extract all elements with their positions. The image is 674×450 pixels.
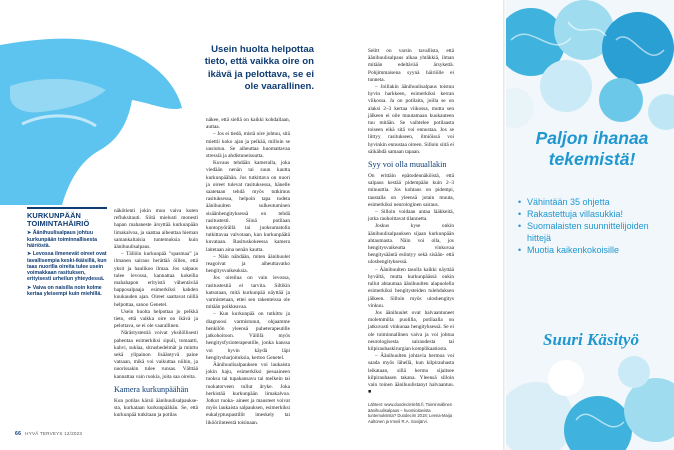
yarn-ball-icon — [506, 88, 534, 128]
paragraph: On erittäin epätodennäköistä, että salpaus kestää pidempään kuin 2–3 minuuttia. Jos kohtaus on pidempi, taustalla on yleensä jotain muuta, esimerkiksi neurologinen sairaus. — [368, 173, 454, 208]
paragraph: – Jos ei tiedä, mistä oire johtuu, sitä miettii koko ajan ja pelkää, milloin se uusiutuu. Se aiheuttaa huomattavaa stressiä ja ahdistuneisuutta. — [206, 131, 290, 160]
paragraph: Usein huolta helpottaa jo pelkkä tieto, että vaikka oire on ikävä ja pelottava, se ei ole vaarallinen. — [114, 308, 198, 330]
advertisement[interactable] — [506, 0, 674, 450]
paragraph: – Silloin voidaan antaa lääkkeitä, jotka rauhoittavat tilannetta. — [368, 209, 454, 223]
page-number: 66 — [15, 431, 22, 437]
ad-feature-item: • Vähintään 35 ohjetta — [518, 196, 670, 208]
paragraph: Kuvaus tehdään kameralla, joka viedään nenän tai suun kautta kurkunpäähän. Jos tutkittava on nuori ja oireet tulevat rasituksessa, hänelle saatetaan tehdä myös tutkimus rasituksessa, helpoin tapa todeta äänihuulten sulkeutuminen sisäänhengityksessä on tehdä rasitustesti. Siinä potilaan kuntopyörällä tai juoksumatolla tutkittavaa valvotaan, kun kurkunpäätä kuvataan. Rasituskokeessa kamera laitetaan aina nenän kautta. — [206, 160, 290, 253]
subheading-camera: Kamera kurkunpäähän — [114, 384, 189, 394]
magazine-issue: HYVÄ TERVEYS 12/2023 — [25, 431, 83, 436]
subheading-other-causes: Syy voi olla muuallakin — [368, 160, 447, 170]
paragraph: – Äänihuulten johtavia hermoa voi saada myös lähellä, kun kilpirauhasta leikataan, sillä hermo sijaitsee kilpirauhasen takana. Yleensä silloin vain toinen äänihuulistanyt halvaantuu. ■ — [368, 353, 454, 396]
info-box-bullet: ➤ Äänihuulisalpaus johtuu kurkunpään toiminnallisesta häiriöstä. — [27, 230, 98, 249]
yarn-ball-icon — [602, 12, 674, 84]
ad-feature-item: • Muotia kaikenkokoisille — [518, 244, 670, 256]
text-column-2 — [206, 117, 290, 427]
yarn-ball-icon — [618, 356, 650, 388]
paragraph: – Näin nähdään, miten äänihuulet reagoivat ja aiheuttavatko hengitysvaikeuksia. — [206, 253, 290, 275]
info-box-bullet: ➤ Vaiva on naisilla noin kolme kertaa yleisempi kuin miehillä. — [27, 284, 102, 298]
paragraph: Äänihuulisalpauksen voi laukaista jokin haju, esimerkiksi pesuaineen tuoksu tai tupakansavu tai melkein tai ruokatorveen tullut åryke. Joka herkistää kurkunpään limakalvoa. Jotkut ruoka- aineet ja mausteet voivat myös laukaista salpauksen, esimerkiksi eukalyptuspastillit imeskely tai likööriinteestä toisinaan. — [206, 361, 290, 426]
info-box-bullet: ➤ Levossa ilmenevät oireet ovat tavallisempia keski-ikäisillä, kun taas nuorilla oireita tulee usein voimakkaan rasituksen, erityisesti urheilun yhteydessä. — [27, 251, 107, 283]
paragraph: – Joillakin äänihuulisalpaus toistuu hyvin harkkeen, esimerkiksi kerran viikossa. Ja on potilaita, joilla se on alaksi 2–3 kertaa viikossa, mutta sen jälkeen ei oile muutamaan kuukauteen tuu mitään. Se vaihtelee potilaasta toiseen eikä sitä voi ennustaa. Jos se liittyy rasitukseen, ilmiöissä voi hyvinkin ennustaa oireen. Silloin siitä ei säikähdä samaan tapaan. — [368, 84, 454, 155]
ad-headline: Paljon ihanaa tekemistä! — [535, 128, 649, 169]
yarn-ball-icon — [540, 60, 592, 112]
paragraph: Jos oireilua on vain levossa, rasitustestiä ei tarvita. Siltikin katsotaan, mitä kurkunpää näyttää ja varmistetaan, ettei sen rakenteissa ole mitään poikkeavaa. — [206, 275, 290, 311]
paragraph: Selitt on varsin tavallista, että äänihuulisalpaus alkaa yhtäkkiä, ilman mitään edeltävää ärsykettä. Pohjimmaisena syynä häiriölle ei tunneta. — [368, 48, 454, 83]
page-footer — [15, 431, 82, 437]
ad-feature-item: • Rakastettuja villasukkia! — [518, 208, 670, 220]
paragraph: – Äänihuulten tasolla kaikki näyttää hyvältä, mutta kurkunpäässä onkin tullut ahtaumaa äänihuulten alapuolella esimerkiksi hengitysteiden tulehduksen jälkeen. Silloin myös uloshengitys vinkuu. — [368, 266, 454, 309]
paragraph: näkötienti jokin muu vaiva kuten refluksitauti. Siitä mielusti monesti hapan mahaneste ärsyttää kurkunpään limakalvoa, ja saattaa aiheuttaa hieman samankaltaisia tuntemuksia kuin äänihuulisalpaus. — [114, 208, 198, 251]
pull-quote: Usein huolta helpottaa tieto, että vaikka oire on ikävä ja pelottava, se ei ole vaarallinen. — [204, 44, 314, 93]
paragraph: – Kun kurkunpää on tutkittu ja diagnoosi varmistunut, ohjaamme henkilön yleensä puheterapeutille jatkohoitoon. Välillä myös hengitysfysioterapeutille, jonka kanssa voi hyvin käydä läpi hengitysharjoituksia, kertoo Genetel. — [206, 311, 290, 361]
stomach-illustration — [0, 0, 200, 230]
info-box — [27, 207, 107, 299]
paragraph: Kun potilas kärsii äänihuulisalpauksesta, kurkataan kurkunpäähän. Se, että kurkunpää tutkitaan ja potilas — [114, 397, 198, 419]
yarn-ball-icon — [648, 94, 674, 130]
ad-feature-list — [518, 196, 670, 256]
paragraph: Jos äänihuulet ovat halvaantuneet molemmilla puolilla, potilaalla on jatkuvasti vinkunaa hengityksessä. Se ei ole toiminnallinen vaiva ja voi johtua neurologisesta sairaudesta tai kilpirauhaskirurgian komplikaatiosta. — [368, 309, 454, 352]
paragraph: Närästystestiä voivat yksilöllisesti pahentaa esimerkiksi sipuli, tomaatti, kahvi, suklaa, sitrushedelmät ja minttu sekä ylipainon lisääntyvä paine vatsaan, mikä voi vaikuttaa niihin, ja nuorissakin tulee runsas. Välttää kannattaa vain ruokia, joita saa oireita. — [114, 330, 198, 380]
info-box-title: KURKUNPÄÄN TOIMINTAHÄIRIÖ — [27, 211, 90, 229]
references: Lähteet: www.duodecimlehti.fi, Toiminnallinen äänihuulisalpaus – huomioitavista tuntemuksista? Duodecim 2018; Leena-Maija Aaltonen ja Irmeli R.A. Sovijärvi. — [368, 402, 453, 424]
ad-brand-logo: Suuri Käsityö — [543, 330, 639, 349]
ad-feature-item: • Suomalaisten suunnittelijoiden hittejä — [518, 220, 670, 244]
text-column-1 — [114, 208, 198, 419]
yarn-ball-icon — [599, 78, 643, 122]
paragraph: näkee, että siellä on kaikki kohdallaan, auttaa. — [206, 117, 290, 131]
paragraph: Joskus kyse onkin äänihuulisalpauksen sijaan kurkunpään ahtaumasta. Näin voi olla, jos hengitysvaikeutta vinkuvaa hengitysääntä esiintyy sekä sisään- että uloshengityksessä. — [368, 223, 454, 266]
yarn-ball-icon — [548, 360, 584, 396]
paragraph: – Tällöin kurkunpää ”spasmaa” ja ilmanen sairaus herättää öillen, että yksit ja haulikoo ilmaa. Jos salpaus tulee levossa, kannattaa kokeilla mahahapon erityistä vähentävää happosalpaaja esimerkiksi kahden kuukauden ajan. Oireet saattavat niillä helpottaa, sanoo Genetel. — [114, 251, 198, 308]
text-column-3 — [368, 48, 454, 424]
